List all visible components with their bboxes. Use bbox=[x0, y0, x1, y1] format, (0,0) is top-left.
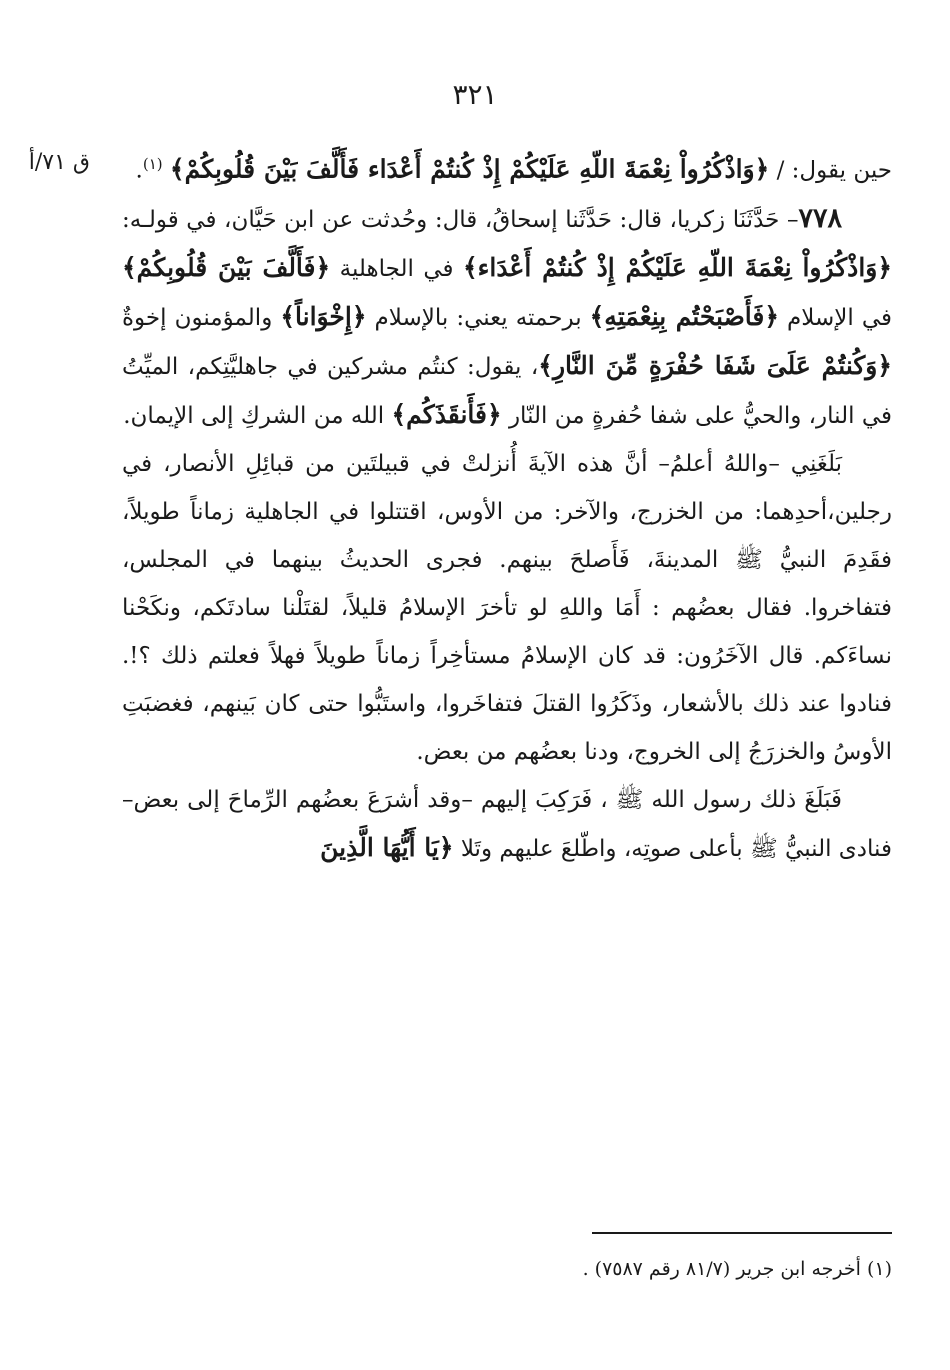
quran-verse: ﴿يَا أَيُّهَا الَّذِينَ bbox=[320, 832, 454, 862]
hadith-text: ، يقول: كنتُم مشركين في جاهليَّتِكم، الميِّتُ في النار، والحيُّ على شفا حُفرةٍ من النّار bbox=[122, 353, 892, 429]
hadith-text: الله من الشركِ إلى الإيمان. bbox=[123, 402, 392, 429]
page-number: ٣٢١ bbox=[452, 78, 498, 111]
hadith-text: في الإسلام bbox=[779, 304, 893, 331]
footnote-reference: (١) bbox=[142, 155, 163, 173]
quran-verse: ﴿فَأَصْبَحْتُم بِنِعْمَتِهِ﴾ bbox=[589, 301, 780, 331]
hadith-number: ٧٧٨ bbox=[798, 202, 843, 234]
quran-verse: ﴿وَاذْكُرُواْ نِعْمَةَ اللّهِ عَلَيْكُمْ إِذْ كُنتُمْ أَعْدَاء فَأَلَّفَ بَيْنَ قُلُوبِكُمْ﴾ bbox=[169, 154, 770, 184]
hadith-text: والمؤمنون إخوةٌ bbox=[122, 304, 281, 331]
sentence-end: . bbox=[135, 157, 143, 184]
hadith-paragraph bbox=[122, 195, 892, 440]
footnote: (١) أخرجه ابن جرير (٨١/٧ رقم ٧٥٨٧) . bbox=[582, 1258, 892, 1280]
footnote-divider bbox=[592, 1232, 892, 1234]
hadith-text: في الجاهلية bbox=[330, 255, 463, 282]
hadith-isnad: حَدَّثَنَا زكريا، قال: حَدَّثَنا إسحاقُ، قال: وحُدثت عن ابن حَيَّان، في قولـه: bbox=[122, 206, 780, 233]
quran-verse: ﴿إِخْوَاناً﴾ bbox=[280, 301, 367, 331]
paragraph-4-text: فَبَلَغَ ذلك رسول الله ﷺ ، فَرَكِبَ إليهم –وقد أشرَعَ بعضُهم الرِّماحَ إلى بعض– فنادى النبيُّ ﷺ بأعلى صوتِه، واطّلعَ عليهم وتَلا bbox=[122, 786, 892, 862]
hadith-dash: – bbox=[779, 206, 799, 233]
intro-text: حين يقول: / bbox=[769, 157, 892, 184]
quran-verse: ﴿فَأَنقَذَكُم﴾ bbox=[391, 399, 502, 429]
main-text bbox=[122, 140, 892, 873]
margin-note: ق ٧١/أ bbox=[28, 150, 90, 175]
quran-verse: ﴿فَأَلَّفَ بَيْنَ قُلُوبِكُمْ﴾ bbox=[122, 252, 331, 282]
paragraph-1 bbox=[122, 140, 892, 195]
hadith-text: برحمته يعني: بالإسلام bbox=[366, 304, 590, 331]
quran-verse: ﴿وَاذْكُرُواْ نِعْمَةَ اللّهِ عَلَيْكُمْ إِذْ كُنتُمْ أَعْدَاء﴾ bbox=[462, 252, 892, 282]
paragraph-4 bbox=[122, 776, 892, 873]
paragraph-3: بَلَغَنِي –واللهُ أعلمُ– أنَّ هذه الآيةَ أُنزلتْ في قبيلتَين من قبائِلِ الأنصار، في رجلين،أحدِهما: من الخزرج، والآخر: من الأوس، اقتتلوا في الجاهلية زماناً طويلاً، فقَدِمَ النبيُّ ﷺ المدينةَ، فَأَصلحَ بينهم. فجرى الحديثُ بينهما في المجلس، فتفاخروا. فقال بعضُهم : أَمَا واللهِ لو تأخرَ الإسلامُ قليلاً، لقتَلْنا سادتَكم، ونكَحْنا نساءَكم. قال الآخَرُون: قد كان الإسلامُ مستأخِراً زماناً طويلاً فهلاً فعلتم ذلك ؟!. فنادوا عند ذلك بالأشعار، وذَكَرُوا القتلَ فتفاخَروا، واستَبُّوا حتى كان بَينهم، فغضبَتِ الأوسُ والخزرَجُ إلى الخروج، ودنا بعضُهم من بعض. bbox=[122, 450, 892, 765]
quran-verse: ﴿وَكُنتُمْ عَلَىَ شَفَا حُفْرَةٍ مِّنَ النَّارِ﴾ bbox=[538, 350, 893, 380]
